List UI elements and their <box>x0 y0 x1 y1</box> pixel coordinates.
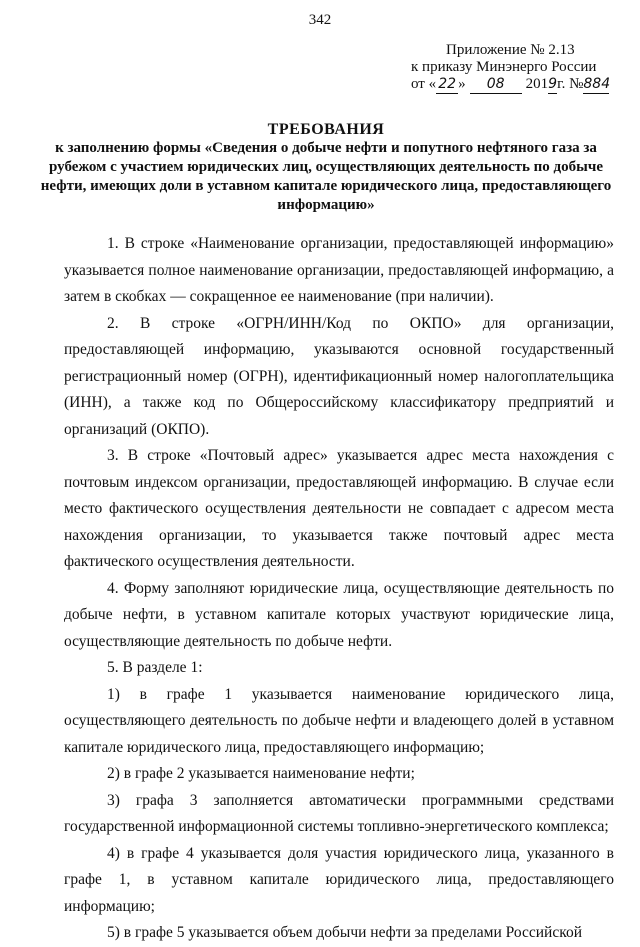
paragraph: 4) в графе 4 указывается доля участия юридического лица, указанного в графе 1, в уставном капитале юридического лица, предоставляющего информацию; <box>64 844 614 915</box>
handwritten-order-number: 884 <box>583 76 611 92</box>
paragraph: 3. В строке «Почтовый адрес» указывается адрес места нахождения с почтовым индексом организации, предоставляющей информацию. В случае если место фактического осуществления деятельности не совпадает с адресом места нахождения организации, то указывается также почтовый адрес места фактического осуществления деятельности. <box>64 447 614 570</box>
date-prefix: от « <box>411 76 437 92</box>
page-number: 342 <box>308 12 332 28</box>
appendix-line-1: Приложение № 2.13 <box>446 42 575 58</box>
paragraph: 1. В строке «Наименование организации, предоставляющей информацию» указывается полное наименование организации, предоставляющей информацию, а затем в скобках — сокращенное ее наименование (при наличии). <box>64 235 614 305</box>
paragraph: 3) графа 3 заполняется автоматически программными средствами государственной информационной системы топливно-энергетического комплекса; <box>64 791 614 835</box>
handwritten-day: 22 <box>436 76 458 94</box>
document-subtitle: к заполнению формы «Сведения о добыче нефти и попутного нефтяного газа за рубежом с участием юридических лиц, осуществляющих деятельность по добыче нефти, имеющих доли в уставном капитале юридического лица, предоставляющего информацию» <box>40 140 612 213</box>
year-prefix: 201 <box>525 76 549 92</box>
document-title: ТРЕБОВАНИЯ <box>267 121 385 138</box>
paragraph: 5. В разделе 1: <box>107 659 203 676</box>
document-body <box>64 231 614 947</box>
paragraph: 4. Форму заполняют юридические лица, осуществляющие деятельность по добыче нефти, в уставном капитале которых участвуют юридические лица, осуществляющие деятельность по добыче нефти. <box>64 579 614 650</box>
appendix-line-2: к приказу Минэнерго России <box>411 59 597 75</box>
document-heading <box>40 120 612 215</box>
year-suffix: г. № <box>557 76 584 92</box>
appendix-line-3 <box>400 76 620 94</box>
handwritten-year-digit: 9 <box>548 76 558 92</box>
paragraph: 5) в графе 5 указывается объем добычи нефти за пределами Российской <box>107 924 582 941</box>
appendix-block <box>400 42 620 94</box>
handwritten-month: 08 <box>470 76 522 94</box>
paragraph: 2. В строке «ОГРН/ИНН/Код по ОКПО» для организации, предоставляющей информацию, указываются основной государственный регистрационный номер (ОГРН), идентификационный номер налогоплательщика (ИНН), а также код по Общероссийскому классификатору предприятий и организаций (ОКПО). <box>64 314 614 438</box>
paragraph: 2) в графе 2 указывается наименование нефти; <box>107 765 415 782</box>
paragraph: 1) в графе 1 указывается наименование юридического лица, осуществляющего деятельность по добыче нефти и владеющего долей в уставном капитале юридического лица, предоставляющего информацию; <box>64 685 614 756</box>
date-close-quote: » <box>458 76 466 92</box>
